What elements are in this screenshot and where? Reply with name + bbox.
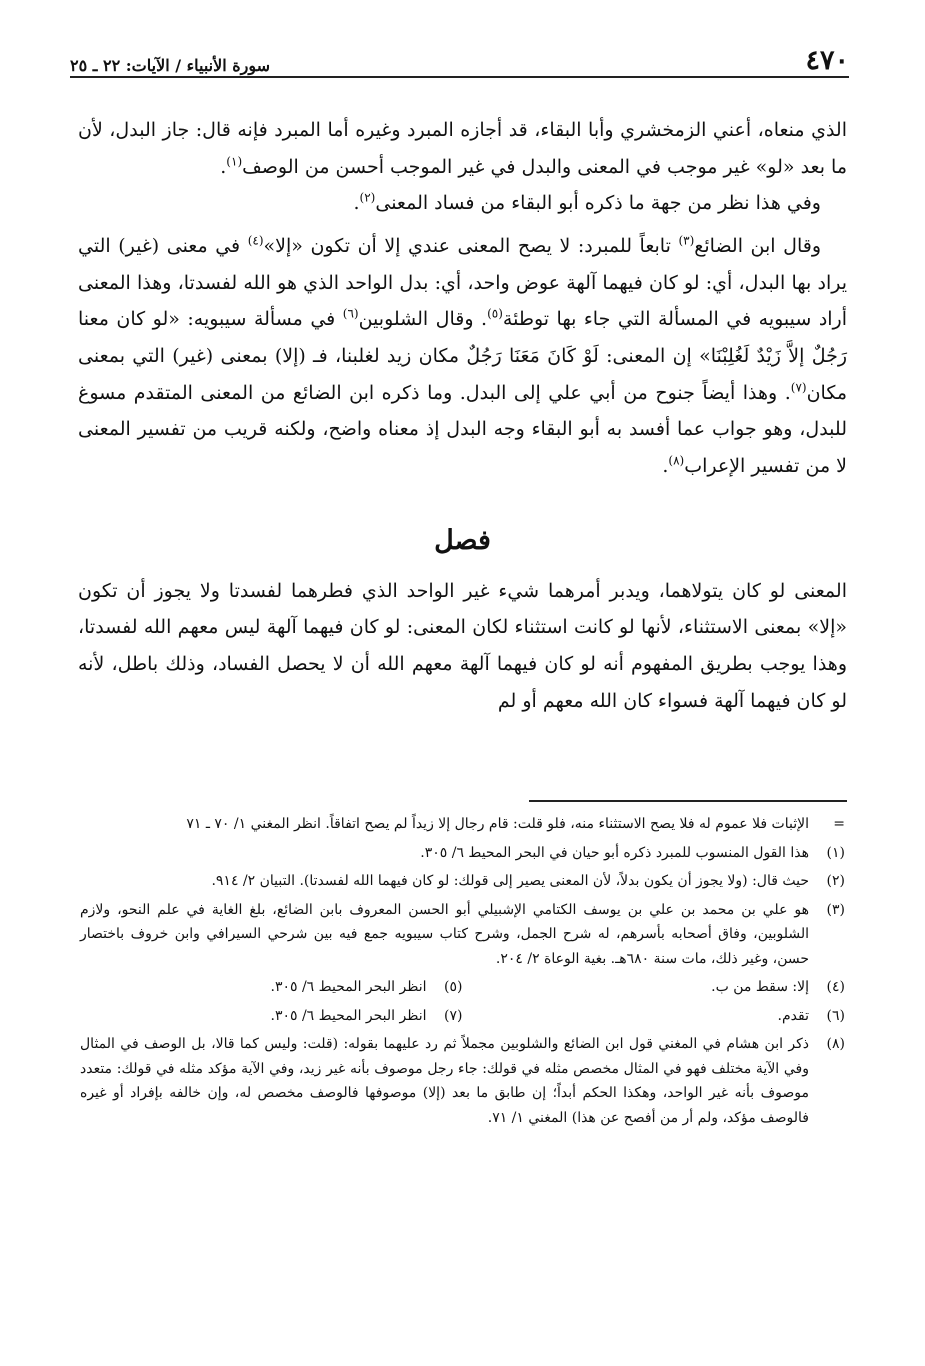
footnotes bbox=[80, 812, 845, 1134]
paragraph-1 bbox=[78, 112, 847, 185]
paragraph-text: وقال ابن الضائع bbox=[694, 234, 822, 257]
footnote-text: هو علي بن محمد بن علي بن يوسف الكتامي الإشبيلي أبو الحسن المعروف بابن الضائع، بلغ الغاية في علم النحو، ولازم الشلوبين، وفاق أصحابه بأسرهم، له شرح الجمل، وشرح كتاب سيبويه جمع فيه بين شرحي السيرافي وابن خروف باختصار حسن، وغير ذلك، مات سنة ٦٨٠هـ. بغية الوعاة ٢/ ٢٠٤. bbox=[80, 901, 809, 967]
footnote-number: (٦) bbox=[826, 1007, 845, 1024]
paragraph-text: في معنى (غير) التي يراد بها البدل، أي: لو كان فيهما آلهة عوض واحد، أي: بدل الواحد الذي هو الله لفسدتا، وهذا المعنى أراد سيبويه في المسألة التي جاء بها توطئة bbox=[78, 234, 848, 331]
paragraph-3 bbox=[78, 228, 847, 485]
paragraph-end: . bbox=[662, 454, 669, 477]
paragraph-text: في مسألة سيبويه: «لو كان معنا رَجُلٌ إلاَّ زَيْدٌ لَغُلِبْنَا» إن المعنى: لَوْ كَانَ مَعَنَا رَجُلٌ مكان زيد لغلبنا، فـ (إلا) بمعنى (غير) التي بمعنى مكان bbox=[78, 308, 847, 404]
footnote-number: (٤) bbox=[826, 979, 845, 995]
page-number: ٤٧٠ bbox=[805, 45, 849, 76]
main-text bbox=[78, 112, 847, 719]
footnote-number: (٣) bbox=[826, 901, 845, 918]
footnote-text: انظر البحر المحيط ٦/ ٣٠٥. bbox=[270, 979, 427, 995]
paragraph-end: . bbox=[353, 192, 360, 215]
paragraph-text: تابعاً للمبرد: لا يصح المعنى عندي إلا أن تكون «إلا» bbox=[263, 234, 679, 257]
footnote-ref: (١) bbox=[226, 154, 243, 169]
footnote-number: (٢) bbox=[826, 873, 845, 889]
running-title: سورة الأنبياء / الآيات: ٢٢ ـ ٢٥ bbox=[70, 56, 271, 75]
footnote-number: (١) bbox=[826, 844, 845, 861]
footnote-ref: (٦) bbox=[342, 306, 359, 321]
footnote-7 bbox=[80, 1004, 463, 1029]
footnote-ref: (٤) bbox=[247, 233, 264, 248]
footnote-text: الإثبات فلا عموم له فلا يصح الاستثناء منه، فلو قلت: قام رجال إلا زيداً لم يصح اتفاقاً. انظر المغني ١/ ٧٠ ـ ٧١ bbox=[186, 816, 809, 832]
running-header bbox=[70, 34, 849, 78]
footnote-ref: (٣) bbox=[678, 233, 695, 248]
footnote-4 bbox=[463, 975, 846, 1000]
paragraph-end: . bbox=[220, 155, 227, 178]
footnote-ref: (٢) bbox=[359, 190, 376, 205]
paragraph-text: وفي هذا نظر من جهة ما ذكره أبو البقاء من فساد المعنى bbox=[375, 192, 821, 215]
paragraph-text: . وقال الشلوبين bbox=[358, 308, 488, 331]
footnote-text: ذكر ابن هشام في المغني قول ابن الضائع والشلوبين مجملاً ثم رد عليهما بقوله: (قلت: وليس كما قالا، بل الوصف في المثال وفي الآية مختلف فهو في المثال مخصص مثله في قولك: جاء رجل موصوف بأنه غير زيد، وفي الآية مؤكد مثله في قولك: متعدد موصوف بأنه غير الواحد، وهكذا الحكم أبداً؛ إن طابق ما بعد (إلا) موصوفها فالوصف مخصص له، وإن خالفه بإفراد أو غيره فالوصف مؤكد، ولم أر من أفصح عن هذا) المغني ١/ ٧١. bbox=[80, 1036, 809, 1126]
footnote-text: انظر البحر المحيط ٦/ ٣٠٥. bbox=[270, 1007, 427, 1024]
footnote-text: إلا: سقط من ب. bbox=[711, 979, 809, 995]
footnote-continuation bbox=[80, 812, 845, 837]
footnote-number: (٥) bbox=[444, 979, 463, 995]
footnote-1 bbox=[80, 841, 845, 866]
footnote-2 bbox=[80, 869, 845, 894]
footnote-ref: (٧) bbox=[790, 380, 807, 395]
section-heading: فصل bbox=[434, 524, 491, 556]
footnote-3 bbox=[80, 898, 845, 972]
paragraph-text: المعنى لو كان يتولاهما، ويدبر أمرهما شيء غير الواحد الذي فطرهما لفسدتا ولا يجوز أن تكون «إلا» بمعنى الاستثناء، لأنها لو كانت استثناء لكان المعنى: لو كان فيهما آلهة ليس معهم الله لفسدتا، وهذا يوجب بطريق المفهوم أنه لو كان فيهما آلهة معهم الله أن لا يحصل الفساد، وذلك باطل، لأنه لو كان فيهما آلهة فسواء كان الله معهم أو لم bbox=[78, 579, 847, 712]
footnote-8 bbox=[80, 1032, 845, 1130]
footnote-ref: (٥) bbox=[487, 306, 503, 321]
footnote-number: (٧) bbox=[444, 1007, 463, 1024]
paragraph-text: الذي منعاه، أعني الزمخشري وأبا البقاء، قد أجازه المبرد وغيره أما المبرد فإنه قال: جاز البدل، لأن ما بعد «لو» غير موجب في المعنى والبدل في غير الموجب أحسن من الوصف bbox=[78, 119, 847, 178]
footnote-text: حيث قال: (ولا يجوز أن يكون بدلاً، لأن المعنى يصير إلى قولك: لو كان فيهما الله لفسدتا). التبيان ٢/ ٩١٤. bbox=[211, 873, 809, 889]
footnote-ref: (٨) bbox=[668, 453, 685, 468]
footnote-row-6-7 bbox=[80, 1004, 845, 1029]
footnote-divider bbox=[529, 800, 847, 802]
footnote-text: هذا القول المنسوب للمبرد ذكره أبو حيان في البحر المحيط ٦/ ٣٠٥. bbox=[420, 844, 809, 861]
paragraph-4 bbox=[78, 573, 847, 720]
footnote-5 bbox=[80, 975, 463, 1000]
footnote-number: (٨) bbox=[826, 1036, 845, 1052]
footnote-6 bbox=[463, 1004, 846, 1029]
paragraph-2 bbox=[78, 185, 847, 222]
footnote-row-4-5 bbox=[80, 975, 845, 1000]
paragraph-text: . وهذا أيضاً جنوح من أبي علي إلى البدل. وما ذكره ابن الضائع من المعنى المتقدم مسوغ للبدل، وهو جواب عما أفسد به أبو البقاء وجه البدل إذ معناه واضح، ولكنه قريب من تفسير المعنى لا من تفسير الإعراب bbox=[78, 381, 847, 477]
footnote-text: تقدم. bbox=[777, 1007, 809, 1024]
continuation-marker: = bbox=[833, 816, 845, 832]
